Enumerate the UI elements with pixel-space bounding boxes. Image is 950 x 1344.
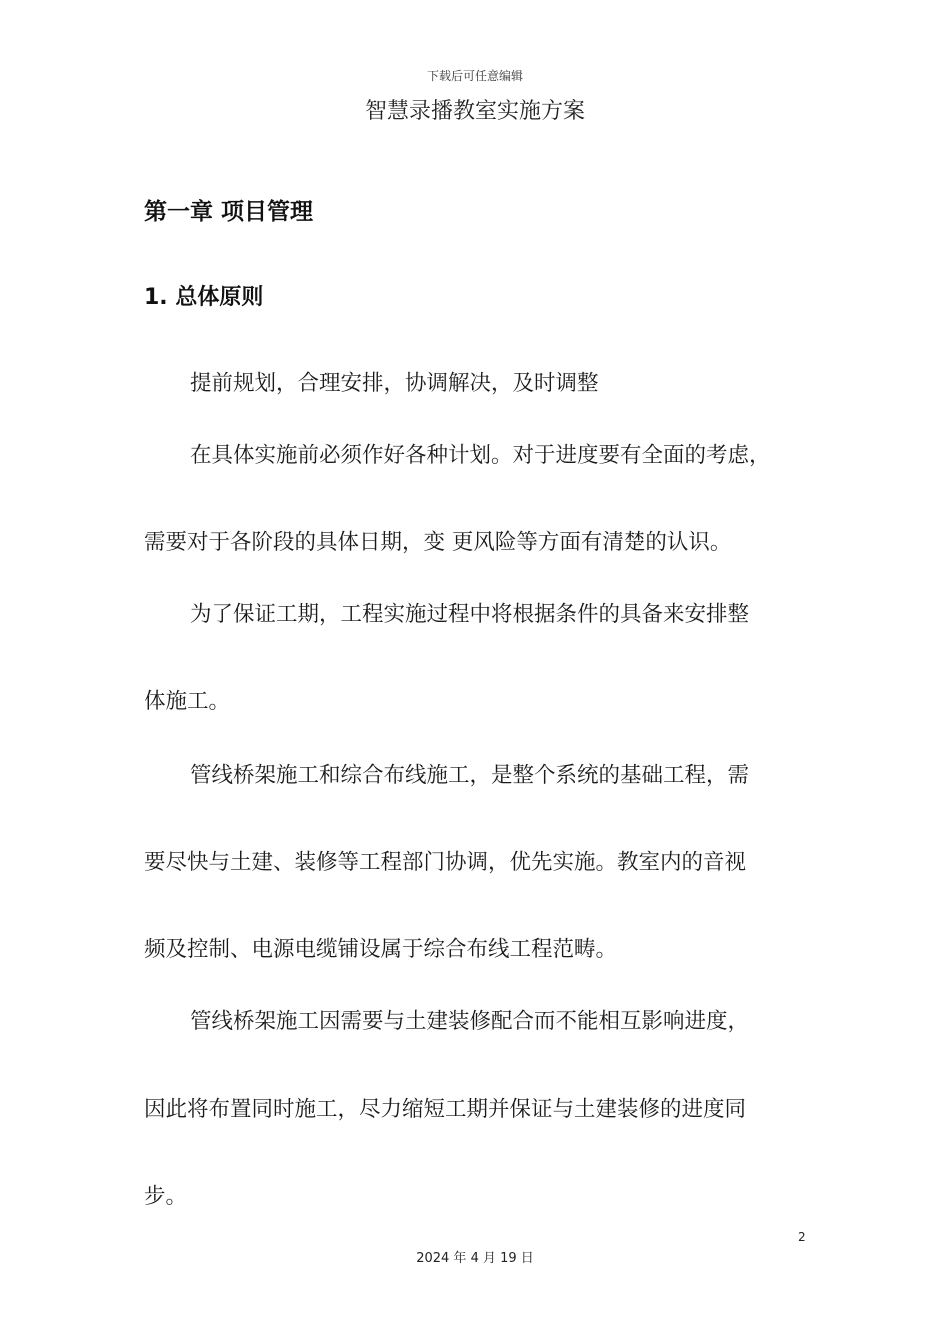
page-number: 2 xyxy=(798,1230,806,1244)
section-heading: 1. 总体原则 xyxy=(144,285,264,310)
paragraph-line: 需要对于各阶段的具体日期，变 更风险等方面有清楚的认识。 xyxy=(144,530,732,555)
paragraph-line: 步。 xyxy=(144,1184,188,1209)
document-title: 智慧录播教室实施方案 xyxy=(364,99,585,124)
paragraph-line: 为了保证工期，工程实施过程中将根据条件的具备来安排整 xyxy=(190,602,750,627)
paragraph-line: 提前规划，合理安排，协调解决，及时调整 xyxy=(190,371,599,396)
paragraph-line: 在具体实施前必须作好各种计划。对于进度要有全面的考虑， xyxy=(190,443,771,468)
paragraph-line: 要尽快与土建、装修等工程部门协调，优先实施。教室内的音视 xyxy=(144,850,747,875)
paragraph-line: 频及控制、电源电缆铺设属于综合布线工程范畴。 xyxy=(144,937,618,962)
footer-date: 2024 年 4 月 19 日 xyxy=(416,1251,534,1266)
paragraph-line: 管线桥架施工因需要与土建装修配合而不能相互影响进度， xyxy=(190,1009,750,1034)
paragraph-line: 因此将布置同时施工，尽力缩短工期并保证与土建装修的进度同 xyxy=(144,1097,747,1122)
header-note: 下载后可任意编辑 xyxy=(426,69,523,83)
paragraph-line: 体施工。 xyxy=(144,689,231,714)
paragraph-line: 管线桥架施工和综合布线施工，是整个系统的基础工程，需 xyxy=(190,763,750,788)
chapter-heading: 第一章 项目管理 xyxy=(144,199,314,225)
